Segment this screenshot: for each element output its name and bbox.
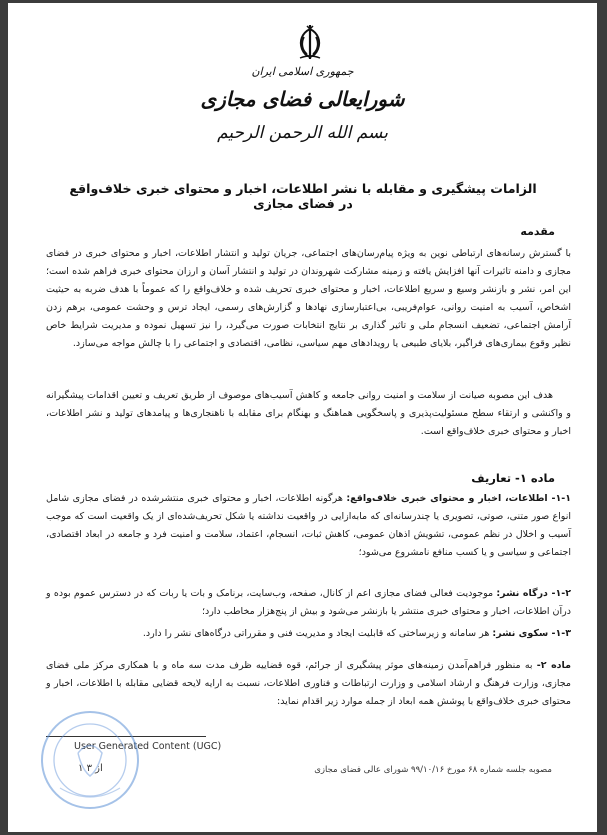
definition-3-text: هر سامانه و زیرساختی که قابلیت ایجاد و مدیریت فنی و مقرراتی درگاه‌های نشر را دارد. <box>142 628 493 639</box>
country-name: جمهوری اسلامی ایران <box>251 65 354 78</box>
article1-heading: ماده ۱- تعاریف <box>471 471 555 485</box>
article2-label: ماده ۲- <box>536 660 571 671</box>
approval-footer: مصوبه جلسه شماره ۶۸ مورخ ۹۹/۱۰/۱۶ شورای عالی فضای مجازی <box>314 765 552 775</box>
official-stamp-icon <box>38 708 143 813</box>
definition-1 <box>46 490 571 562</box>
document-page <box>8 3 597 832</box>
definition-2-text: موجودیت فعالی فضای مجازی اعم از کانال، صفحه، وب‌سایت، برنامک و بات یا ربات که در دسترس عموم بوده و درآن اطلاعات، اخبار و محتوای خبری منتشر یا بازنشر می‌شود و بیش از پنج‌هزار مخاطب دارد؛ <box>46 588 571 617</box>
footnote: User Generated Content (UGC) <box>74 741 222 752</box>
definition-2 <box>46 585 571 621</box>
intro-paragraph-1: با گسترش رسانه‌های ارتباطی نوین به ویژه پیام‌رسان‌های اجتماعی، جریان تولید و انتشار اطلاعات، اخبار و محتوای خبری در فضای مجازی و دامنه تاثیرات آنها افزایش یافته و زمینه مشارکت شهروندان در تولید و انتشار آسان و ارزان محتوای خبری فراهم شده است؛ این امر، نشر و بازنشر وسیع و سریع اطلاعات، اخبار و محتوای خبری تحریف شده و خلاف‌واقع را که عموماً با هدف ضربه به حیثیت اشخاص، آسیب به امنیت روانی، عوام‌فریبی، بی‌اعتبارسازی نهادها و گزارش‌های رسمی، ایجاد ترس و وحشت عمومی، برهم زدن آرامش اجتماعی، تضعیف انسجام ملی و تاثیر گذاری بر نتایج انتخابات صورت می‌گیرد، را نیز تسهیل نموده و مدیریت شرایط خاص نظیر وقوع بیماری‌های فراگیر، بلایای طبیعی یا رویدادهای مهم سیاسی، نظامی، اقتصادی و اجتماعی را با چالش مواجه می‌سازد. <box>46 248 571 349</box>
intro-heading: مقدمه <box>520 225 555 238</box>
document-title: الزامات پیشگیری و مقابله با نشر اطلاعات، اخبار و محتوای خبری خلاف‌واقع در فضای مجازی <box>69 181 537 211</box>
definition-2-label: ۱-۲- درگاه نشر: <box>496 588 571 599</box>
page-number: ۱ از ۳ <box>78 763 103 774</box>
definition-3-label: ۱-۳- سکوی نشر: <box>492 628 571 639</box>
intro-paragraph-2: هدف این مصوبه صیانت از سلامت و امنیت روانی جامعه و کاهش آسیب‌های موصوف از طریق تعریف و تعیین اقدامات پیشگیرانه و واکنشی و ارتقاء سطح مسئولیت‌پذیری و پاسخگویی هماهنگ و بهنگام برای مقابله با ناهنجاری‌ها و پیامدهای تولید و نشر اطلاعات، اخبار و محتوای خبری خلاف‌واقع است. <box>46 390 571 437</box>
definition-1-text: هرگونه اطلاعات، اخبار و محتوای خبری منتشرشده در فضای مجازی شامل انواع صور متنی، صوتی، تصویری یا چندرسانه‌ای که مابه‌ازایی در واقعیت نداشته یا شکل تحریف‌شده‌ای از یک واقعیت است که موجب آسیب و اخلال در نظم عمومی، تشویش اذهان عمومی، کاهش ثبات، انسجام، اعتماد، سلامت و امنیت فرد و جامعه در ابعاد اقتصادی، اجتماعی و سیاسی و یا کسب منافع نامشروع می‌شود؛ <box>46 493 571 558</box>
basmala: بسم الله الرحمن الرحیم <box>217 123 388 143</box>
article2-text: به منظور فراهم‌آمدن زمینه‌های موثر پیشگیری از جرائم، قوه قضاییه ظرف مدت سه ماه و با همکاری مرکز ملی فضای مجازی، وزارت فرهنگ و ارشاد اسلامی و وزارت ارتباطات و فناوری اطلاعات، نسبت به ارایه لایحه قضایی مقابله با اطلاعات، اخبار و محتوای خبری خلاف‌واقع با پوشش همه ابعاد از جمله موارد زیر اقدام نماید: <box>46 660 571 707</box>
definition-1-label: ۱-۱- اطلاعات، اخبار و محتوای خبری خلاف‌واقع: <box>346 493 571 504</box>
article2 <box>46 657 571 711</box>
iran-emblem-icon <box>295 23 325 61</box>
council-name: شورایعالی فضای مجازی <box>200 87 405 111</box>
definition-3 <box>46 625 571 643</box>
